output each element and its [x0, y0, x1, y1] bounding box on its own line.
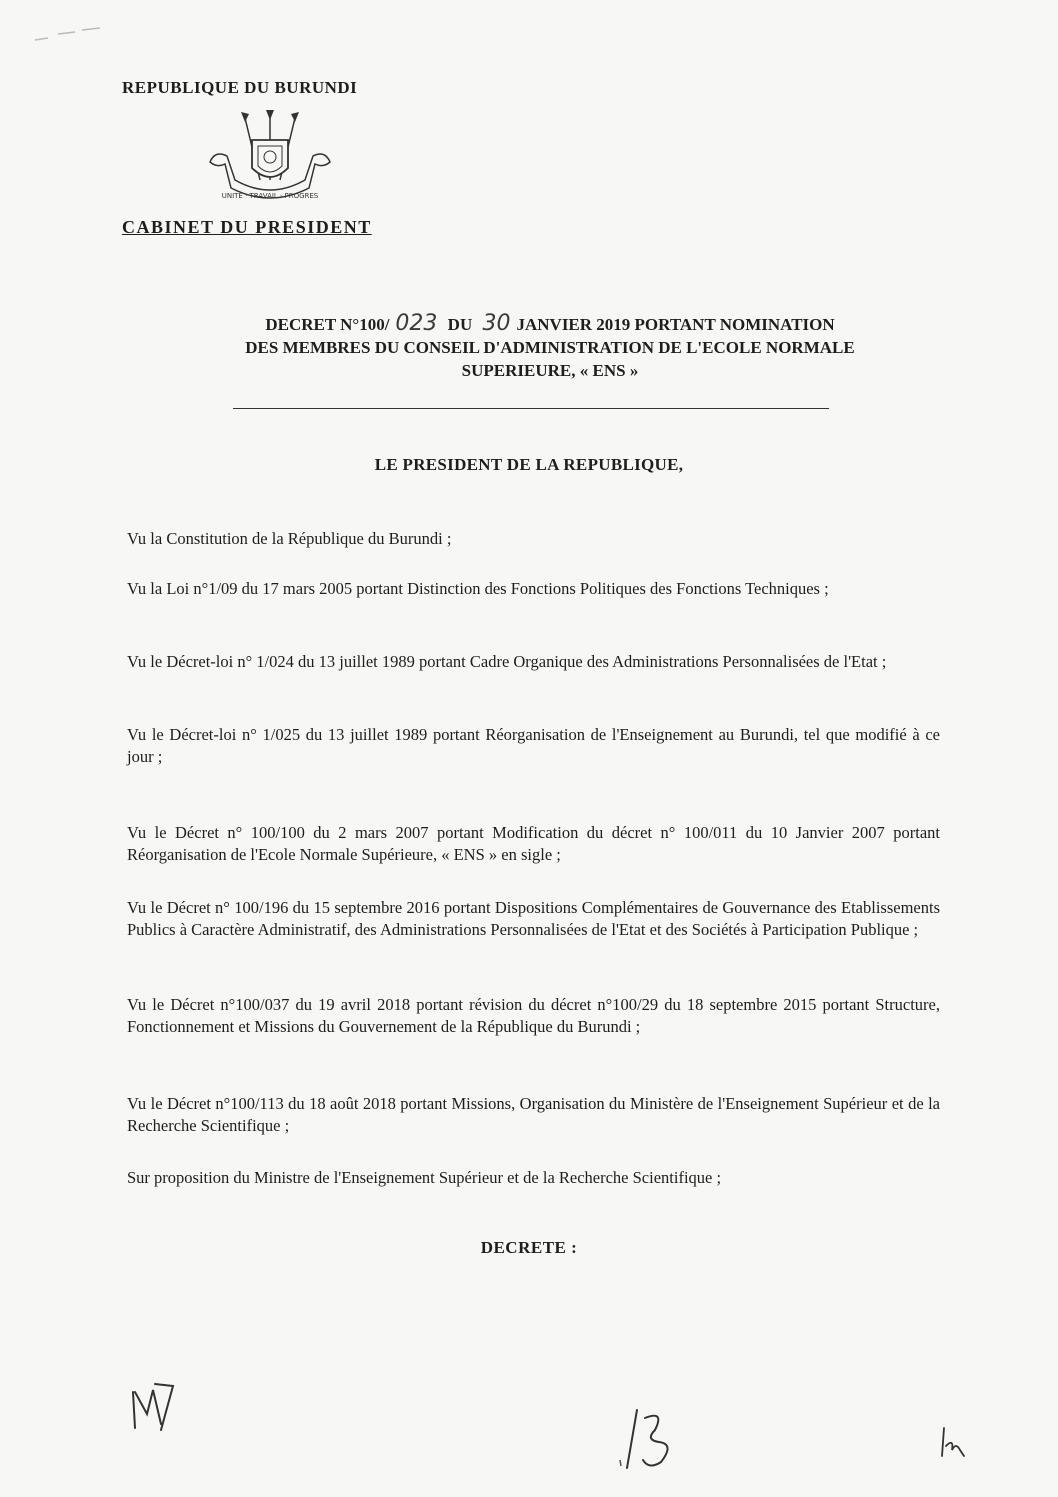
- consideration-paragraph: Vu le Décret n° 100/196 du 15 septembre 2016 portant Dispositions Complémentaires de Gouvernance des Etablissements Publics à Caractère Administratif, des Administrations Personnalisées de l'Etat et des Sociétés à Participation Publique ;: [127, 898, 940, 939]
- president-heading: LE PRESIDENT DE LA REPUBLIQUE,: [374, 455, 684, 474]
- coat-of-arms-icon: [205, 110, 335, 206]
- svg-text:UNITE · TRAVAIL · PROGRES: UNITE · TRAVAIL · PROGRES: [221, 192, 319, 200]
- scan-smudge: [30, 22, 120, 52]
- decree-title: [120, 312, 980, 382]
- title-divider: [233, 408, 829, 409]
- consideration-paragraph: Vu la Loi n°1/09 du 17 mars 2005 portant Distinction des Fonctions Politiques des Fonctions Techniques ;: [127, 579, 829, 598]
- decree-date-suffix: JANVIER 2019 PORTANT NOMINATION: [516, 315, 835, 334]
- decree-title-line-1: [120, 312, 980, 336]
- handwritten-day: 30: [482, 311, 511, 336]
- handwritten-initials-1: [125, 1370, 185, 1440]
- handwritten-decree-number: 023: [395, 311, 438, 336]
- decree-title-line-2: DES MEMBRES DU CONSEIL D'ADMINISTRATION DE L'ECOLE NORMALE: [245, 338, 855, 357]
- consideration-paragraph: Vu le Décret n°100/037 du 19 avril 2018 portant révision du décret n°100/29 du 18 septembre 2015 portant Structure, Fonctionnement et Missions du Gouvernement de la République du Burundi ;: [127, 995, 940, 1036]
- decree-prefix: DECRET N°100/: [265, 315, 390, 334]
- handwritten-initials-2: [615, 1400, 705, 1475]
- decree-du: DU: [447, 315, 473, 334]
- consideration-paragraph: Vu le Décret n°100/113 du 18 août 2018 portant Missions, Organisation du Ministère de l'Enseignement Supérieur et de la Recherche Scientifique ;: [127, 1094, 940, 1135]
- handwritten-initials-3: [938, 1422, 978, 1462]
- header-cabinet: CABINET DU PRESIDENT: [122, 217, 372, 237]
- consideration-paragraph: Sur proposition du Ministre de l'Enseignement Supérieur et de la Recherche Scientifique ;: [127, 1168, 722, 1187]
- consideration-paragraph: Vu le Décret-loi n° 1/024 du 13 juillet 1989 portant Cadre Organique des Administrations Personnalisées de l'Etat ;: [127, 652, 887, 671]
- decrete-heading: DECRETE :: [480, 1238, 578, 1257]
- consideration-paragraph: Vu le Décret n° 100/100 du 2 mars 2007 portant Modification du décret n° 100/011 du 10 Janvier 2007 portant Réorganisation de l'Ecole Normale Supérieure, « ENS » en sigle ;: [127, 823, 940, 864]
- decree-title-line-3: SUPERIEURE, « ENS »: [461, 361, 639, 380]
- consideration-paragraph: Vu la Constitution de la République du Burundi ;: [127, 529, 452, 548]
- consideration-paragraph: Vu le Décret-loi n° 1/025 du 13 juillet 1989 portant Réorganisation de l'Enseignement au Burundi, tel que modifié à ce jour ;: [127, 725, 940, 766]
- header-country: REPUBLIQUE DU BURUNDI: [122, 78, 358, 97]
